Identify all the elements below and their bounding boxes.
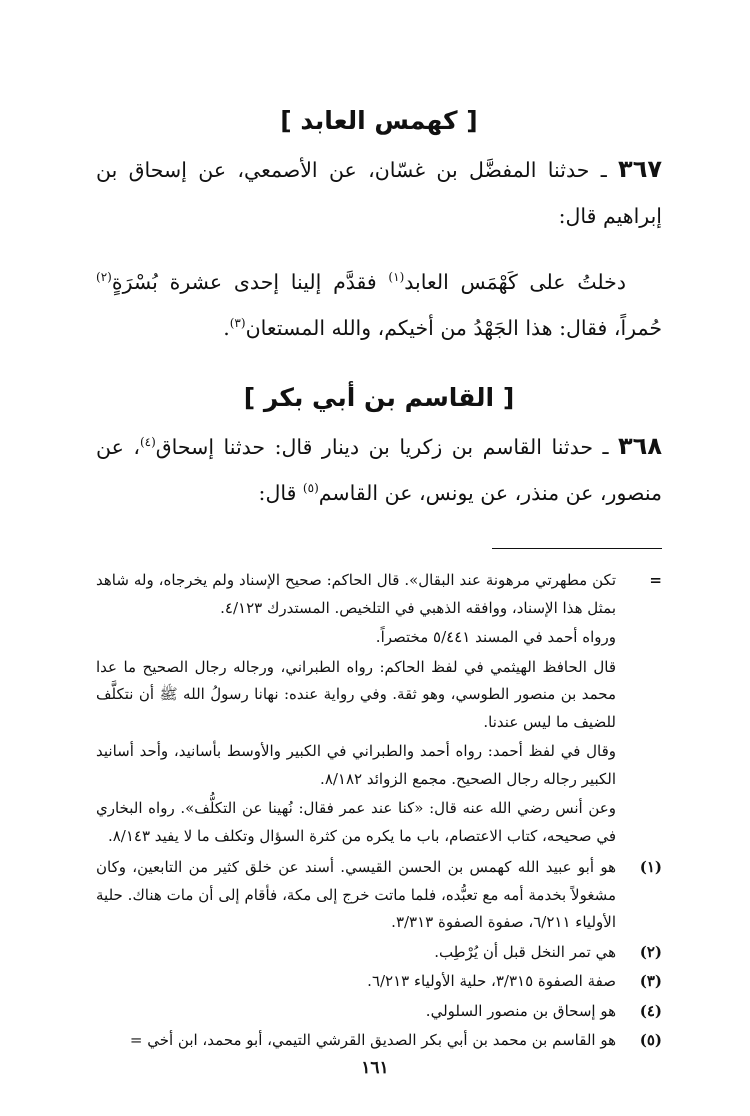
section-heading-kahmas: [ كهمس العابد ]: [280, 106, 478, 135]
isnad-text: ـ حدثنا المفضَّل بن غسّان، عن الأصمعي، عن إسحاق بن إبراهيم قال:: [96, 158, 662, 228]
entry-number: ٣٦٨: [618, 432, 662, 460]
footnote-paragraph: وقال في لفظ أحمد: رواه أحمد والطبراني في الكبير والأوسط بأسانيد، وأحد أسانيد الكبير رجاله رجال الصحيح. مجمع الزوائد ٨/١٨٢.: [96, 742, 616, 788]
footnote-item: [96, 968, 662, 996]
footnote-paragraph: ورواه أحمد في المسند ٥/٤٤١ مختصراً.: [375, 628, 616, 646]
quote-text: فقدَّم إلينا إحدى عشرة بُسْرَةٍ: [111, 270, 389, 294]
entry-367-text: [96, 259, 662, 351]
footnote-marker: (٤): [639, 1001, 662, 1020]
footnote-text: هو إسحاق بن منصور السلولي.: [425, 1001, 616, 1020]
footnote-ref[interactable]: (٣): [229, 316, 246, 331]
footnote-item: [96, 1027, 662, 1055]
footnote-ref[interactable]: (٤): [139, 435, 156, 450]
footnote-marker: (٥): [639, 1031, 662, 1049]
footnote-ref[interactable]: (٥): [302, 481, 319, 496]
entry-number: ٣٦٧: [618, 155, 662, 183]
isnad-text: قال:: [258, 481, 303, 505]
footnote-marker: (٢): [639, 942, 662, 961]
footnote-ref[interactable]: (١): [388, 270, 405, 285]
footnote-item: [96, 854, 662, 937]
footnote-text: هو أبو عبيد الله كهمس بن الحسن القيسي. أسند عن خلق كثير من التابعين، وكان مشغولاً بخدمة أمه مع تعبُّده، فلما ماتت خرج إلى مكة، فأقام إلى أن مات هناك. حلية الأولياء ٦/٢١١، صفوة الصفوة ٣/٣١٣.: [96, 858, 616, 931]
quote-text: دخلتُ على كَهْمَس العابد: [404, 270, 626, 294]
footnote-marker: (١): [639, 858, 662, 876]
footnote-item: [96, 939, 662, 967]
footnote-marker: (٣): [639, 972, 662, 990]
page-number: ١٦١: [361, 1058, 389, 1078]
entry-367-isnad: [96, 146, 662, 239]
entry-368-isnad: [96, 423, 662, 516]
continuation-marker: =: [649, 571, 662, 589]
footnote-text: هو القاسم بن محمد بن أبي بكر الصديق القرشي التيمي، أبو محمد، ابن أخي =: [129, 1031, 616, 1049]
footnote-item: [96, 998, 662, 1026]
footnote-text: هي تمر النخل قبل أن يُرْطِب.: [434, 942, 616, 961]
footnote-text: صفة الصفوة ٣/٣١٥، حلية الأولياء ٦/٢١٣.: [367, 972, 616, 990]
isnad-text: ، عن منصور، عن منذر، عن يونس، عن القاسم: [96, 435, 662, 505]
footnote-paragraph: وعن أنس رضي الله عنه قال: «كنا عند عمر فقال: نُهينا عن التكلُّف». رواه البخاري في صحيحه، كتاب الاعتصام، باب ما يكره من كثرة السؤال وتكلف ما لا يفيد ٨/١٤٣.: [96, 799, 616, 845]
quote-text: .: [223, 316, 230, 340]
quote-text: حُمراً، فقال: هذا الجَهْدُ من أخيكم، والله المستعان: [245, 316, 662, 340]
footnote-continuation: [96, 567, 662, 852]
section-heading-qasim: [ القاسم بن أبي بكر ]: [243, 383, 515, 412]
footnote-divider: [492, 548, 662, 549]
footnote-paragraph: تكن مطهرتي مرهونة عند البقال». قال الحاكم: صحيح الإسناد ولم يخرجاه، وله شاهد بمثل هذا الإسناد، ووافقه الذهبي في التلخيص. المستدرك ٤/١٢٣.: [96, 571, 616, 617]
footnotes: [96, 567, 662, 1055]
footnote-ref[interactable]: (٢): [96, 270, 112, 285]
footnote-paragraph: قال الحافظ الهيثمي في لفظ الحاكم: رواه الطبراني، ورجاله رجال الصحيح ما عدا محمد بن منصور الطوسي، وهو ثقة. وفي رواية عنده: نهانا رسولُ الله ﷺ أن نتكلَّف للضيف ما ليس عندنا.: [96, 657, 616, 731]
isnad-text: ـ حدثنا القاسم بن زكريا بن دينار قال: حدثنا إسحاق: [155, 435, 609, 459]
continuation-body: [96, 567, 616, 852]
